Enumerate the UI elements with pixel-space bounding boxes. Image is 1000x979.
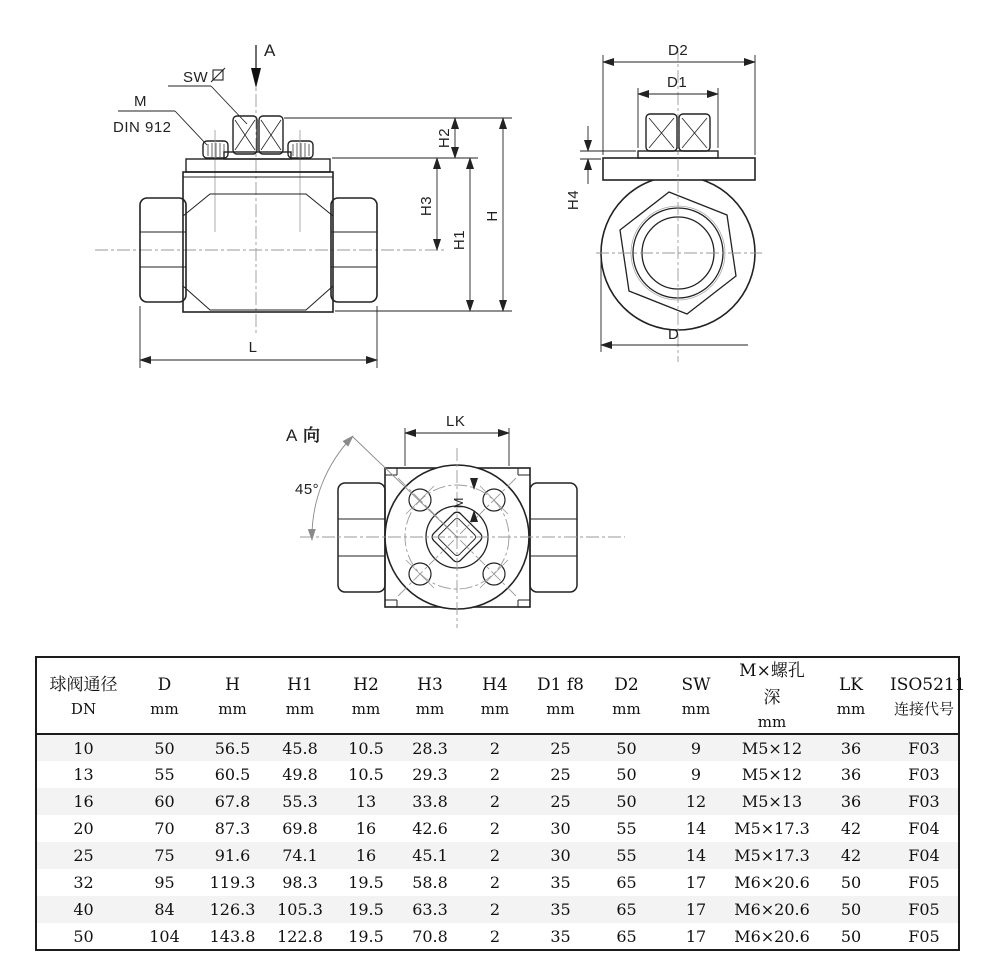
table-cell: 55 <box>616 846 637 866</box>
table-cell: 10 <box>73 738 94 758</box>
table-cell: 58.8 <box>412 873 448 893</box>
table-cell: 2 <box>489 873 501 893</box>
d-dim-label: D <box>668 326 680 343</box>
side-view <box>565 42 762 362</box>
table-cell: 25 <box>550 792 571 812</box>
table-cell: 50 <box>616 738 637 758</box>
angle-45-label: 45° <box>295 481 320 498</box>
table-cell: 65 <box>616 900 637 920</box>
valve-body <box>183 172 333 312</box>
table-row-dn-50 <box>36 923 959 950</box>
table-cell: 2 <box>489 846 501 866</box>
table-cell: 14 <box>685 819 707 839</box>
table-cell: 25 <box>550 765 571 785</box>
table-cell: F05 <box>908 900 940 920</box>
table-cell: M5×13 <box>741 792 803 812</box>
table-cell: 33.8 <box>412 792 448 812</box>
table-cell: 29.3 <box>412 765 448 785</box>
table-cell: M5×17.3 <box>734 819 810 839</box>
table-cell: 104 <box>149 926 180 946</box>
square-symbol-icon <box>211 68 225 82</box>
table-cell: 42.6 <box>412 819 448 839</box>
table-cell: 143.8 <box>209 926 256 946</box>
lk-dim-label: LK <box>446 413 466 430</box>
front-view <box>95 41 512 368</box>
table-cell: 42 <box>840 846 862 866</box>
table-cell: 56.5 <box>214 738 251 758</box>
table-cell: 2 <box>489 738 501 758</box>
table-cell: 36 <box>840 738 862 758</box>
table-cell: 14 <box>685 846 707 866</box>
table-cell: 45.8 <box>282 738 318 758</box>
h2-dim-label: H2 <box>436 127 453 149</box>
mounting-plate <box>186 159 330 172</box>
table-header <box>36 657 966 734</box>
h4-dim-label: H4 <box>565 189 582 211</box>
view-name-letter: A <box>286 426 298 445</box>
table-cell: 17 <box>685 873 707 893</box>
h-dim-label: H <box>484 210 501 222</box>
column-header-12: LK mm <box>836 674 866 718</box>
table-cell: 2 <box>489 792 501 812</box>
table-row-dn-20 <box>36 815 959 842</box>
table-cell: 119.3 <box>209 873 256 893</box>
column-header-8: D1 f8 mm <box>537 674 584 718</box>
hex-coupling-left-top <box>338 483 385 592</box>
table-cell: M6×20.6 <box>734 926 810 946</box>
mounting-screws <box>203 130 313 232</box>
column-header-9: D2 mm <box>612 674 641 718</box>
table-cell: 9 <box>690 765 702 785</box>
table-cell: 19.5 <box>348 873 384 893</box>
table-cell: 105.3 <box>277 900 323 920</box>
table-cell: F03 <box>908 738 940 758</box>
table-cell: 69.8 <box>282 819 318 839</box>
table-row-dn-16 <box>36 788 959 815</box>
l-dim-label: L <box>248 339 258 356</box>
table-row-dn-13 <box>36 761 959 788</box>
table-cell: 84 <box>154 900 175 920</box>
table-cell: 60 <box>154 792 175 812</box>
table-cell: 2 <box>489 926 501 946</box>
column-header-1: 球阀通径 DN <box>49 674 118 718</box>
stem-head <box>233 116 283 154</box>
table-cell: 17 <box>685 900 707 920</box>
din912-label: DIN 912 <box>113 119 172 136</box>
table-cell: 50 <box>154 738 175 758</box>
table-cell: 95 <box>154 873 175 893</box>
table-cell: 20 <box>73 819 94 839</box>
table-cell: M5×12 <box>741 738 803 758</box>
table-cell: 30 <box>550 819 571 839</box>
table-cell: 2 <box>489 900 501 920</box>
column-header-3: H mm <box>218 674 247 718</box>
table-cell: 67.8 <box>214 792 251 812</box>
h1-dim-label: H1 <box>451 229 468 251</box>
table-cell: 60.5 <box>214 765 251 785</box>
m-thread-label: M <box>134 93 147 110</box>
table-cell: 50 <box>616 792 637 812</box>
table-cell: M6×20.6 <box>734 900 810 920</box>
table-cell: 36 <box>840 792 862 812</box>
table-row-dn-25 <box>36 842 959 869</box>
table-cell: 32 <box>73 873 94 893</box>
view-a-arrow <box>251 45 261 88</box>
dimension-table <box>35 656 966 951</box>
table-cell: 50 <box>840 873 862 893</box>
top-view <box>286 413 625 628</box>
table-cell: 16 <box>355 819 377 839</box>
table-cell: 50 <box>73 926 94 946</box>
table-cell: F03 <box>908 792 940 812</box>
table-cell: 13 <box>73 765 94 785</box>
column-header-2: D mm <box>150 674 179 718</box>
table-cell: 16 <box>73 792 94 812</box>
table-cell: 17 <box>685 926 707 946</box>
table-cell: 55 <box>154 765 175 785</box>
table-cell: 70.8 <box>412 926 448 946</box>
column-header-11: M×螺孔深 mm <box>739 661 805 732</box>
table-cell: 19.5 <box>348 926 384 946</box>
table-cell: 28.3 <box>412 738 448 758</box>
table-cell: M5×12 <box>741 765 803 785</box>
m-bolt-label: M <box>451 497 466 509</box>
table-cell: 49.8 <box>282 765 318 785</box>
column-header-4: H1 mm <box>285 674 315 718</box>
column-header-10: SW mm <box>681 674 711 718</box>
table-cell: 45.1 <box>412 846 448 866</box>
table-cell: 98.3 <box>282 873 318 893</box>
d2-dim-label: D2 <box>668 42 689 59</box>
table-cell: 10.5 <box>348 738 384 758</box>
view-name-char: 向 <box>303 426 320 445</box>
table-cell: 25 <box>73 846 94 866</box>
table-cell: 35 <box>550 873 571 893</box>
column-header-13: ISO5211 连接代号 <box>890 674 966 718</box>
table-cell: 2 <box>489 819 501 839</box>
table-cell: 30 <box>550 846 571 866</box>
table-cell: 122.8 <box>277 926 323 946</box>
d1-dim-label: D1 <box>667 74 688 91</box>
table-cell: 55 <box>616 819 637 839</box>
table-cell: 75 <box>154 846 175 866</box>
table-cell: 13 <box>355 792 377 812</box>
table-cell: 2 <box>489 765 501 785</box>
table-cell: 19.5 <box>348 900 384 920</box>
table-cell: 16 <box>355 846 377 866</box>
table-row-dn-40 <box>36 896 959 923</box>
table-cell: 10.5 <box>348 765 384 785</box>
sw-label: SW <box>183 69 209 86</box>
table-cell: 9 <box>690 738 702 758</box>
table-cell: 65 <box>616 926 637 946</box>
table-cell: 63.3 <box>412 900 448 920</box>
column-header-5: H2 mm <box>351 674 381 718</box>
view-a-label: A <box>264 41 276 60</box>
table-cell: 55.3 <box>282 792 318 812</box>
table-cell: 36 <box>840 765 862 785</box>
table-cell: 12 <box>685 792 707 812</box>
table-row-dn-10 <box>36 734 959 761</box>
table-cell: 42 <box>840 819 862 839</box>
table-cell: 35 <box>550 926 571 946</box>
column-header-7: H4 mm <box>480 674 510 718</box>
table-row-dn-32 <box>36 869 959 896</box>
table-cell: M5×17.3 <box>734 846 810 866</box>
mounting-plate-side <box>603 158 755 180</box>
table-cell: 87.3 <box>214 819 251 839</box>
table-cell: F05 <box>908 873 940 893</box>
table-cell: F04 <box>908 846 940 866</box>
table-cell: 40 <box>73 900 94 920</box>
table-cell: 50 <box>840 926 862 946</box>
table-cell: 126.3 <box>209 900 256 920</box>
table-cell: 25 <box>550 738 571 758</box>
table-cell: 65 <box>616 873 637 893</box>
table-cell: F04 <box>908 819 940 839</box>
table-cell: 35 <box>550 900 571 920</box>
table-cell: 91.6 <box>214 846 251 866</box>
table-cell: 74.1 <box>282 846 318 866</box>
table-cell: 50 <box>840 900 862 920</box>
column-header-6: H3 mm <box>415 674 445 718</box>
table-cell: F03 <box>908 765 940 785</box>
h3-dim-label: H3 <box>418 195 435 217</box>
table-cell: F05 <box>908 926 940 946</box>
table-cell: 50 <box>616 765 637 785</box>
table-cell: 70 <box>154 819 175 839</box>
table-cell: M6×20.6 <box>734 873 810 893</box>
hex-coupling-right-top <box>530 483 577 592</box>
